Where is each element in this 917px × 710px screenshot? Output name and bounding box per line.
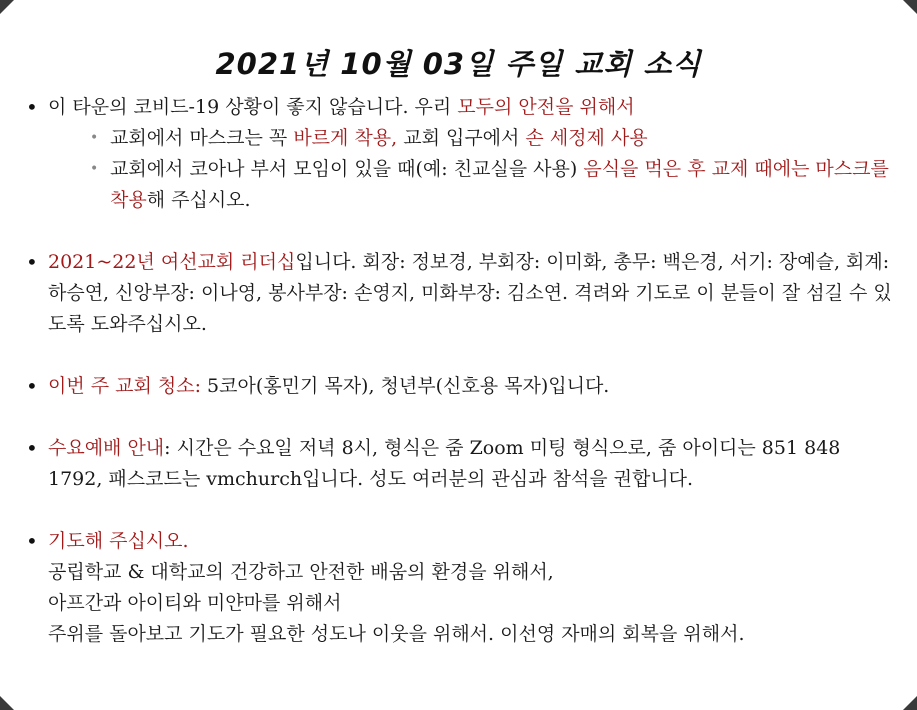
- highlight-text: 손 세정제 사용: [525, 127, 648, 149]
- announcement-wednesday-service: [24, 433, 894, 495]
- sub-bullet-icon: •: [90, 161, 99, 177]
- sub-bullet-icon: •: [90, 130, 99, 146]
- bullet-icon: •: [26, 436, 38, 460]
- sub-item-mask: [48, 123, 894, 154]
- sub-item-meeting: [48, 154, 894, 216]
- highlight-text: 바르게 착용,: [293, 127, 398, 149]
- bullet-icon: •: [26, 374, 38, 398]
- corner-decoration: [903, 0, 917, 14]
- bullet-icon: •: [26, 250, 38, 274]
- plain-text: 해 주십시오.: [146, 189, 251, 211]
- prayer-line: 아프간과 아이티와 미얀마를 위해서: [48, 592, 342, 614]
- plain-text: 교회 입구에서: [397, 127, 526, 149]
- plain-text: 이 타운의 코비드-19 상황이 좋지 않습니다. 우리: [48, 96, 458, 118]
- plain-text: : 시간은 수요일 저녁 8시, 형식은 줌 Zoom 미팅 형식으로, 줌 아이디는 851 848 1792, 패스코드는 vmchurch입니다. 성도 여러분의 관심과 참석을 권합니다.: [48, 437, 841, 490]
- plain-text: 교회에서 코아나 부서 모임이 있을 때(예: 친교실을 사용): [110, 158, 584, 180]
- announcement-covid: [24, 92, 894, 216]
- highlight-text: 2021~22년 여선교회 리더십: [48, 251, 296, 273]
- corner-decoration: [903, 696, 917, 710]
- prayer-line: 주위를 돌아보고 기도가 필요한 성도나 이웃을 위해서. 이선영 자매의 회복을 위해서.: [48, 623, 745, 645]
- announcement-leadership: [24, 247, 894, 340]
- page-title: 2021년 10월 03일 주일 교회 소식: [215, 47, 702, 81]
- highlight-text: 이번 주 교회 청소:: [48, 375, 201, 397]
- highlight-text: 기도해 주십시오.: [48, 530, 189, 552]
- announcement-cleaning: [24, 371, 894, 402]
- announcement-prayer: [24, 526, 894, 650]
- highlight-text: 음식을 먹은 후 교제 때에는 마스크를 착용: [110, 158, 889, 211]
- announcement-list: [24, 92, 894, 650]
- prayer-line: 공립학교 & 대학교의 건강하고 안전한 배움의 환경을 위해서,: [48, 561, 554, 583]
- announcement-text: [48, 92, 894, 123]
- corner-decoration: [0, 0, 14, 14]
- highlight-text: 모두의 안전을 위해서: [457, 96, 635, 118]
- plain-text: 5코아(홍민기 목자), 청년부(신호용 목자)입니다.: [201, 375, 610, 397]
- plain-text: 입니다. 회장: 정보경, 부회장: 이미화, 총무: 백은경, 서기: 장예슬, 회계: 하승연, 신앙부장: 이나영, 봉사부장: 손영지, 미화부장: 김소연. 격려와 기도로 이 분들이 잘 섬길 수 있도록 도와주십시오.: [48, 251, 892, 335]
- plain-text: 교회에서 마스크는 꼭: [110, 127, 294, 149]
- bullet-icon: •: [26, 95, 38, 119]
- corner-decoration: [0, 696, 14, 710]
- bullet-icon: •: [26, 529, 38, 553]
- highlight-text: 수요예배 안내: [48, 437, 165, 459]
